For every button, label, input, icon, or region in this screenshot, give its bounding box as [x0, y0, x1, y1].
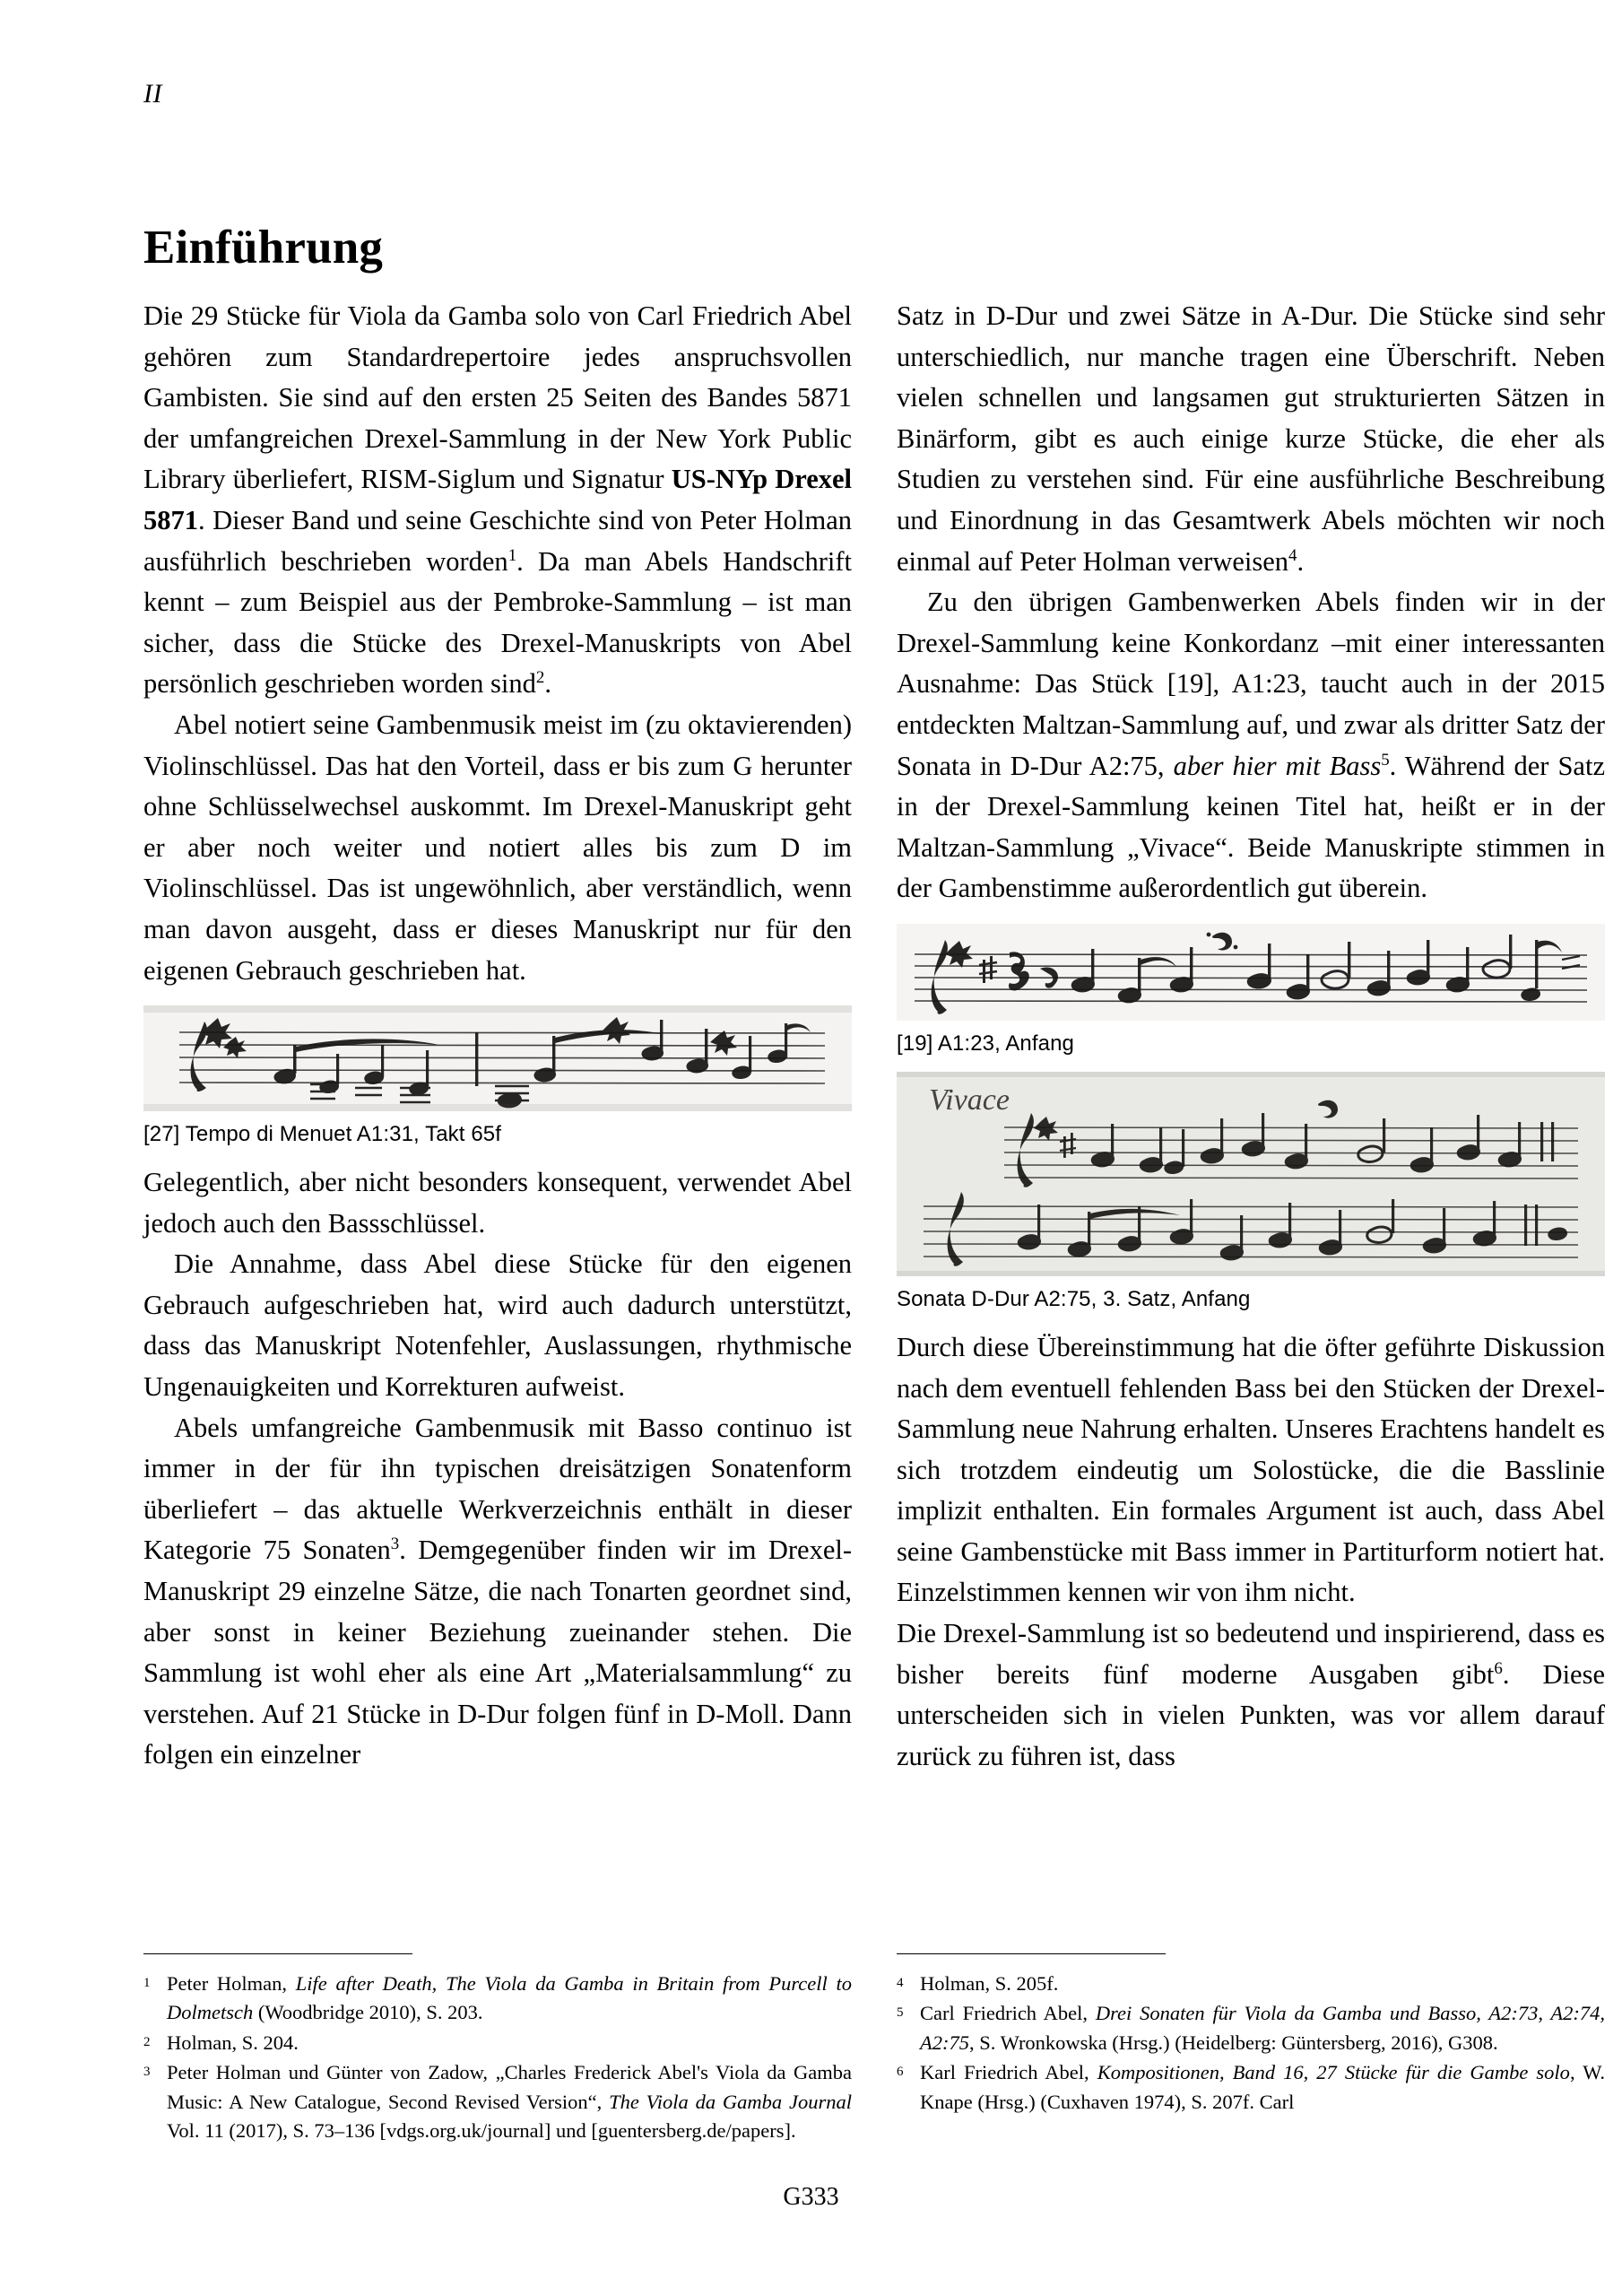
manuscript-image-vivace [897, 1072, 1605, 1276]
figure-a1-31 [143, 991, 852, 1150]
footnote-number: 1 [143, 1976, 151, 1990]
paragraph: Die Drexel-Sammlung ist so bedeutend und inspirierend, dass es bisher bereits fünf moderne Ausgaben gibt$^6$. Diese unterscheiden sich in vielen Punkten, was vor allem darauf zurück zu führen ist, dass [897, 1618, 1605, 1771]
svg-text:Vivace: Vivace [929, 1083, 1010, 1117]
paragraph: Zu den übrigen Gambenwerken Abels finden wir in der Drexel-Sammlung keine Konkordanz –mit einer interessanten Ausnahme: Das Stück [19], A1:23, taucht auch in der 2015 entdeckten Maltzan-Sammlung auf, und zwar als dritter Satz der Sonata in D-Dur A2:75, aber hier mit Bass$^5$. Während der Satz in der Drexel-Sammlung keinen Titel hat, heißt er in der Maltzan-Sammlung „Vivace“. Beide Manuskripte stimmen in der Gambenstimme außerordentlich gut überein. [897, 587, 1605, 904]
footnote-text: Peter Holman und Günter von Zadow, „Charles Frederick Abel's Viola da Gamba Music: A New Catalogue, Second Revised Version“, The Viola da Gamba Journal Vol. 11 (2017), S. 73–136 [vdgs.org.uk/journal] und [guentersberg.de/papers]. [167, 2061, 852, 2143]
footnote-number: 5 [897, 2005, 904, 2021]
figure-a1-23 [897, 909, 1605, 1059]
paragraph: Durch diese Übereinstimmung hat die öfter geführte Diskussion nach dem eventuell fehlenden Bass bei den Stücken der Drexel-Sammlung neue Nahrung erhalten. Unseres Erachtens handelt es sich trotzdem eindeutig um Solostücke, die die Basslinie implizit enthalten. Ein formales Argument ist auch, dass Abel seine Gambenstücke mit Bass immer in Partiturform notiert hat. Einzelstimmen kennen wir von ihm nicht. [897, 1331, 1605, 1608]
column-left [143, 296, 852, 1776]
left-paragraphs-bottom [143, 1162, 852, 1776]
manuscript-image-a1-23 [897, 924, 1605, 1021]
page-title: Einführung [143, 221, 384, 274]
page-footer: G333 [783, 2183, 839, 2211]
paragraph: Gelegentlich, aber nicht besonders konsequent, verwendet Abel jedoch auch den Bassschlüssel. [143, 1167, 852, 1239]
figure-caption-a1-31: [27] Tempo di Menuet A1:31, Takt 65f [143, 1122, 501, 1147]
footnote [143, 1970, 852, 2028]
footnote-text: Peter Holman, Life after Death, The Viola da Gamba in Britain from Purcell to Dolmetsch (Woodbridge 2010), S. 203. [167, 1972, 852, 2024]
footnote-text: Holman, S. 204. [167, 2031, 299, 2054]
footnote-rule-left [143, 1953, 412, 1954]
footnote [143, 2029, 852, 2057]
footnote-number: 6 [897, 2065, 904, 2080]
right-paragraphs-top [897, 296, 1605, 909]
footnote-number: 2 [143, 2034, 151, 2049]
footnote [143, 2058, 852, 2145]
footnote-number: 4 [897, 1976, 904, 1990]
footnote-text: Carl Friedrich Abel, Drei Sonaten für Viola da Gamba und Basso, A2:73, A2:74, A2:75, S. Wronkowska (Hrsg.) (Heidelberg: Güntersberg, 2016), G308. [920, 2002, 1605, 2054]
footnote [897, 2058, 1605, 2117]
paragraph: Satz in D-Dur und zwei Sätze in A-Dur. Die Stücke sind sehr unterschiedlich, nur manche tragen eine Überschrift. Neben vielen schnellen und langsamen gut strukturierten Sätzen in Binärform, gibt es auch einige kurze Stücke, die eher als Studien zu verstehen sind. Für eine ausführliche Beschreibung und Einordnung in das Gesamtwerk Abels möchten wir noch einmal auf Peter Holman verweisen$^4$. [897, 300, 1605, 577]
left-paragraphs-top [143, 296, 852, 991]
figure-caption-a1-23: [19] A1:23, Anfang [897, 1031, 1074, 1056]
footnote-rule-right [897, 1953, 1166, 1954]
footnote-text: Holman, S. 205f. [920, 1972, 1059, 1995]
right-paragraphs-bottom [897, 1327, 1605, 1778]
paragraph: Abels umfangreiche Gambenmusik mit Basso continuo ist immer in der für ihn typischen dreisätzigen Sonatenform überliefert – das aktuelle Werkverzeichnis enthält in dieser Kategorie 75 Sonaten$^3$. Demgegenüber finden wir im Drexel-Manuskript 29 einzelne Sätze, die nach Tonarten geordnet sind, aber sonst in keiner Beziehung zueinander stehen. Die Sammlung ist wohl eher als eine Art „Materialsammlung“ zu verstehen. Auf 21 Stücke in D-Dur folgen fünf in D-Moll. Dann folgen ein einzelner [143, 1412, 852, 1770]
footnote-number: 3 [143, 2065, 151, 2080]
paragraph: Die Annahme, dass Abel diese Stücke für den eigenen Gebrauch aufgeschrieben hat, wird auch dadurch unterstützt, dass das Manuskript Notenfehler, Auslassungen, rhythmische Ungenauigkeiten und Korrekturen aufweist. [143, 1248, 852, 1403]
figure-vivace [897, 1072, 1605, 1315]
figure-caption-vivace: Sonata D-Dur A2:75, 3. Satz, Anfang [897, 1286, 1251, 1311]
paragraph: Abel notiert seine Gambenmusik meist im (zu oktavierenden) Violinschlüssel. Das hat den Vorteil, dass er bis zum G herunter ohne Schlüsselwechsel auskommt. Im Drexel-Manuskript geht er aber noch weiter und notiert alles bis zum D im Violinschlüssel. Das ist ungewöhnlich, aber verständlich, wenn man davon ausgeht, dass er dieses Manuskript nur für den eigenen Gebrauch geschrieben hat. [143, 709, 852, 986]
folio-number: II [143, 79, 162, 109]
footnotes-right [897, 1970, 1605, 2118]
paragraph: Die 29 Stücke für Viola da Gamba solo von Carl Friedrich Abel gehören zum Standardrepertoire jedes anspruchsvollen Gambisten. Sie sind auf den ersten 25 Seiten des Bandes 5871 der umfangreichen Drexel-Sammlung in der New York Public Library überliefert, RISM-Siglum und Signatur US-NYp Drexel 5871. Dieser Band und seine Geschichte sind von Peter Holman ausführlich beschrieben worden$^1$. Da man Abels Handschrift kennt – zum Beispiel aus der Pembroke-Sammlung – ist man sicher, dass die Stücke des Drexel-Manuskripts von Abel persönlich geschrieben worden sind$^2$. [143, 300, 853, 700]
footnote [897, 1970, 1605, 1998]
manuscript-image-a1-31 [143, 1005, 852, 1111]
footnote-text: Karl Friedrich Abel, Kompositionen, Band 16, 27 Stücke für die Gambe solo, W. Knape (Hrsg.) (Cuxhaven 1974), S. 207f. Carl [920, 2061, 1605, 2113]
footnote [897, 1999, 1605, 2057]
column-right [897, 296, 1605, 1777]
footnotes-left [143, 1970, 852, 2146]
